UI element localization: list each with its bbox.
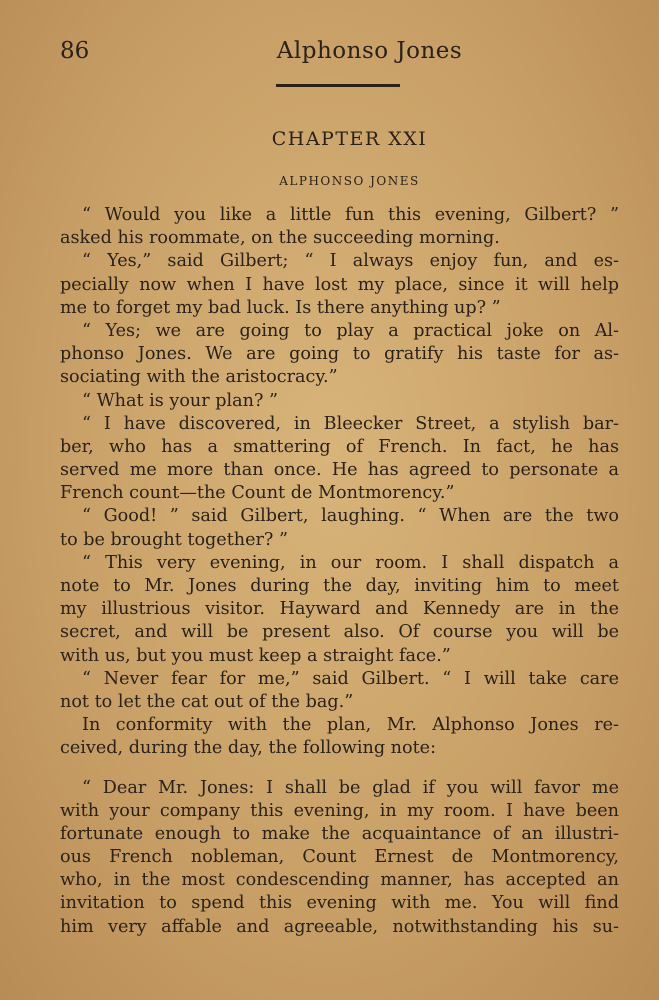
text-line: “ I have discovered, in Bleecker Street, a stylish bar-	[82, 413, 619, 434]
text-line: invitation to spend this evening with me. You will find	[60, 893, 619, 914]
text-line: phonso Jones. We are going to gratify his taste for as-	[60, 344, 619, 365]
text-line: “ Would you like a little fun this evening, Gilbert? ”	[82, 205, 619, 225]
text-line: ous French nobleman, Count Ernest de Montmorency,	[60, 847, 619, 868]
text-line: asked his roommate, on the succeeding morning.	[60, 228, 500, 249]
text-line: “ What is your plan? ”	[82, 390, 278, 411]
text-line: pecially now when I have lost my place, since it will help	[60, 274, 619, 295]
text-line: “ Yes,” said Gilbert; “ I always enjoy fun, and es-	[82, 251, 619, 272]
running-title: Alphonso Jones	[276, 38, 463, 64]
text-line: secret, and will be present also. Of course you will be	[60, 622, 619, 643]
text-line: ber, who has a smattering of French. In fact, he has	[60, 436, 619, 457]
header-rule	[276, 84, 400, 87]
chapter-title: CHAPTER XXI	[271, 128, 428, 150]
text-line: who, in the most condescending manner, has accepted an	[60, 870, 619, 891]
text-line: served me more than once. He has agreed to personate a	[60, 460, 619, 481]
text-line: my illustrious visitor. Hayward and Kennedy are in the	[60, 599, 619, 620]
text-line: to be brought together? ”	[60, 529, 288, 550]
text-line: “ Good! ” said Gilbert, laughing. “ When are the two	[82, 506, 619, 527]
text-line: “ This very evening, in our room. I shall dispatch a	[82, 552, 619, 573]
text-line: me to forget my bad luck. Is there anything up? ”	[60, 297, 501, 318]
text-line: with us, but you must keep a straight face.”	[60, 645, 451, 666]
page-header	[60, 38, 619, 74]
text-line: not to let the cat out of the bag.”	[60, 691, 354, 712]
text-line: ceived, during the day, the following note:	[60, 738, 437, 759]
text-line: French count—the Count de Montmorency.”	[60, 483, 455, 504]
text-line: “ Yes; we are going to play a practical joke on Al-	[82, 320, 619, 341]
page-number: 86	[60, 38, 90, 64]
paragraph-gap	[60, 761, 619, 777]
text-line: with your company this evening, in my room. I have been	[60, 800, 619, 821]
text-line: note to Mr. Jones during the day, inviting him to meet	[60, 576, 619, 596]
text-line: him very affable and agreeable, notwithstanding his su-	[60, 916, 619, 937]
text-line: fortunate enough to make the acquaintance of an illustri-	[60, 823, 619, 844]
chapter-subtitle: ALPHONSO JONES	[279, 174, 420, 188]
text-line: In conformity with the plan, Mr. Alphonso Jones re-	[82, 715, 619, 736]
text-line: sociating with the aristocracy.”	[60, 367, 338, 388]
text-line: “ Dear Mr. Jones: I shall be glad if you will favor me	[82, 777, 619, 798]
text-line: “ Never fear for me,” said Gilbert. “ I will take care	[82, 668, 619, 689]
body-text	[60, 204, 619, 939]
